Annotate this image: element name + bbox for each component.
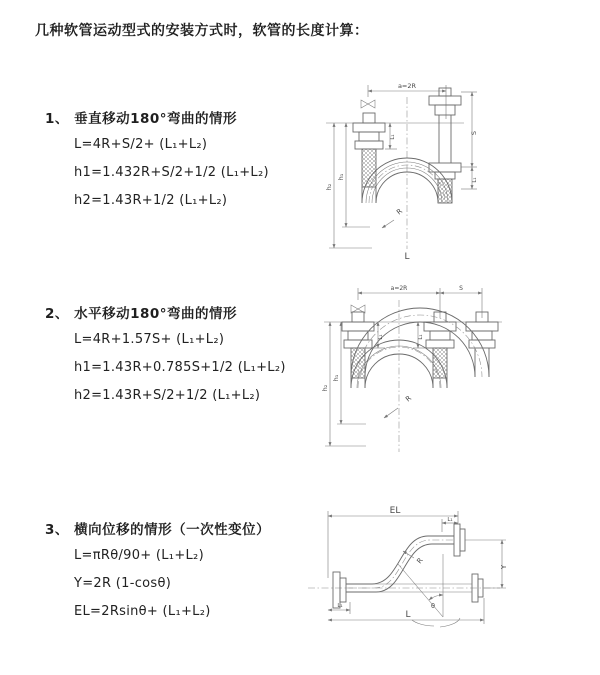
- valve-bowtie-icon: [361, 100, 375, 108]
- section-1-heading: 1、 垂直移动180°弯曲的情形: [45, 111, 238, 127]
- section-2-heading: 2、 水平移动180°弯曲的情形: [45, 306, 238, 322]
- dim-label-l1-mid: L₁: [418, 334, 424, 340]
- dim-label-a2r: a=2R: [397, 82, 417, 90]
- hose-s-curve: [346, 536, 454, 592]
- section-1-formula-h2: h2=1.43R+1/2 (L₁+L₂): [74, 193, 228, 208]
- dim-label-l1-top: L₁: [447, 517, 453, 523]
- right-flange-assembly: [466, 312, 498, 377]
- section-1-formula-h1: h1=1.432R+S/2+1/2 (L₁+L₂): [74, 165, 269, 180]
- dim-label-a2r: a=2R: [390, 285, 408, 292]
- section-3-formula-y: Y=2R (1-cosθ): [74, 576, 172, 591]
- section-3-formula-l: L=πRθ/90+ (L₁+L₂): [74, 548, 204, 563]
- section-2-formula-h2: h2=1.43R+S/2+1/2 (L₁+L₂): [74, 388, 261, 403]
- diagram-vertical-180-bend: [312, 75, 587, 267]
- dim-label-radius: R: [395, 207, 405, 217]
- section-2-formula-l: L=4R+1.57S+ (L₁+L₂): [74, 332, 225, 347]
- dim-label-length: L: [405, 610, 411, 620]
- diagram-horizontal-180-bend: [310, 282, 600, 462]
- section-3-formula-el: EL=2Rsinθ+ (L₁+L₂): [74, 604, 211, 619]
- dim-label-h2: h₂: [325, 183, 333, 191]
- dim-label-el: EL: [389, 506, 401, 516]
- braided-hose-section: [362, 149, 376, 187]
- radius-leader: [384, 408, 398, 418]
- dim-label-l1-left: L₁: [337, 603, 343, 609]
- dim-label-theta: θ: [431, 602, 435, 610]
- dim-label-s: S: [459, 285, 463, 292]
- radius-leader: [382, 220, 394, 228]
- dim-label-h1: h₁: [332, 374, 340, 382]
- dim-label-l1-left: L₁: [378, 334, 384, 340]
- left-flange-assembly: [353, 113, 385, 203]
- dim-label-radius: R: [404, 394, 414, 404]
- section-1-formula-l: L=4R+S/2+ (L₁+L₂): [74, 137, 208, 152]
- dim-label-l1-right: L₁: [472, 177, 478, 183]
- diagram-lateral-displacement: [300, 502, 600, 640]
- dim-label-h1: h₁: [337, 173, 345, 181]
- right-flange-assembly: [429, 88, 461, 203]
- section-2-formula-h1: h1=1.43R+0.785S+1/2 (L₁+L₂): [74, 360, 286, 375]
- dim-label-y: Y: [500, 564, 508, 570]
- dim-label-s: S: [470, 130, 478, 136]
- dim-label-l1-left: L₁: [390, 134, 396, 140]
- dim-label-length: L: [404, 252, 410, 262]
- upper-right-flange: [454, 524, 465, 556]
- dim-label-h2: h₂: [321, 384, 329, 392]
- dim-label-radius: R: [415, 556, 425, 566]
- section-3-heading: 3、 横向位移的情形（一次性变位）: [45, 522, 271, 538]
- page-title: 几种软管运动型式的安装方式时，软管的长度计算：: [35, 23, 369, 39]
